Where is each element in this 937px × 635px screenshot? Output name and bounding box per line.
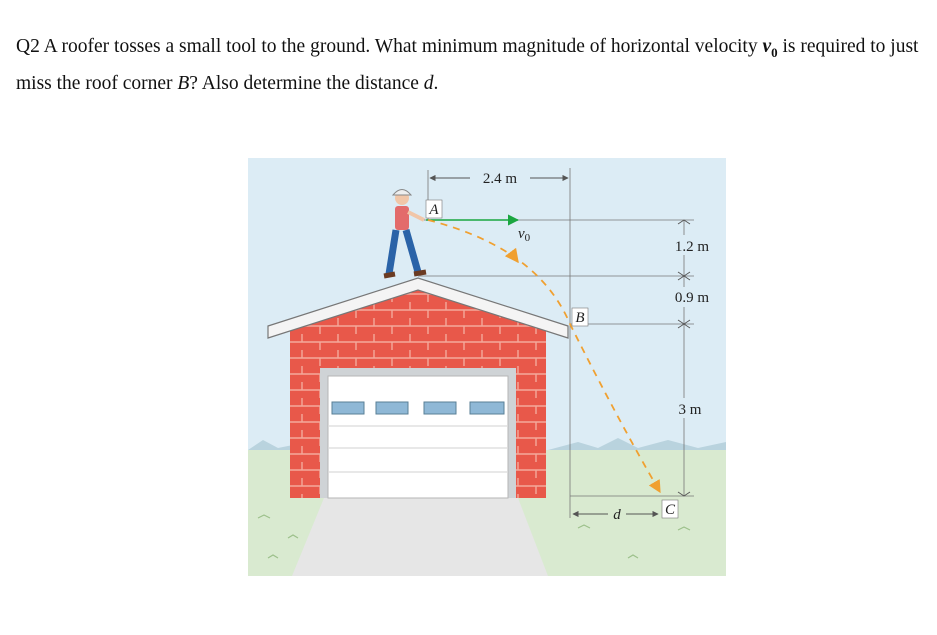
velocity-symbol: v [762, 36, 772, 57]
label-0.9m: 0.9 m [674, 290, 710, 306]
question-mid: is required to just miss the roof corner [16, 36, 919, 94]
driveway [292, 498, 548, 576]
label-d: d [613, 507, 621, 523]
label-point-b: B [575, 310, 585, 326]
question-point-b: B [177, 72, 190, 94]
question-end: . [433, 72, 439, 94]
velocity-subscript: 0 [771, 44, 778, 60]
label-2.4m: 2.4 m [482, 171, 518, 187]
question-mid2: ? Also determine the distance [189, 72, 424, 94]
label-velocity: $v_0$ [518, 226, 531, 244]
question-d: d [423, 72, 434, 94]
garage-figure [248, 158, 726, 576]
garage-door [328, 376, 508, 498]
question-text [16, 31, 921, 99]
label-1.2m: 1.2 m [674, 239, 710, 255]
label-point-c: C [664, 502, 676, 518]
figure-svg [248, 158, 726, 576]
question-prefix: Q2 A roofer tosses a small tool to the ground. What minimum magnitude of horizontal velocity [16, 36, 763, 57]
label-point-a: A [429, 202, 439, 218]
label-3m: 3 m [678, 402, 702, 418]
